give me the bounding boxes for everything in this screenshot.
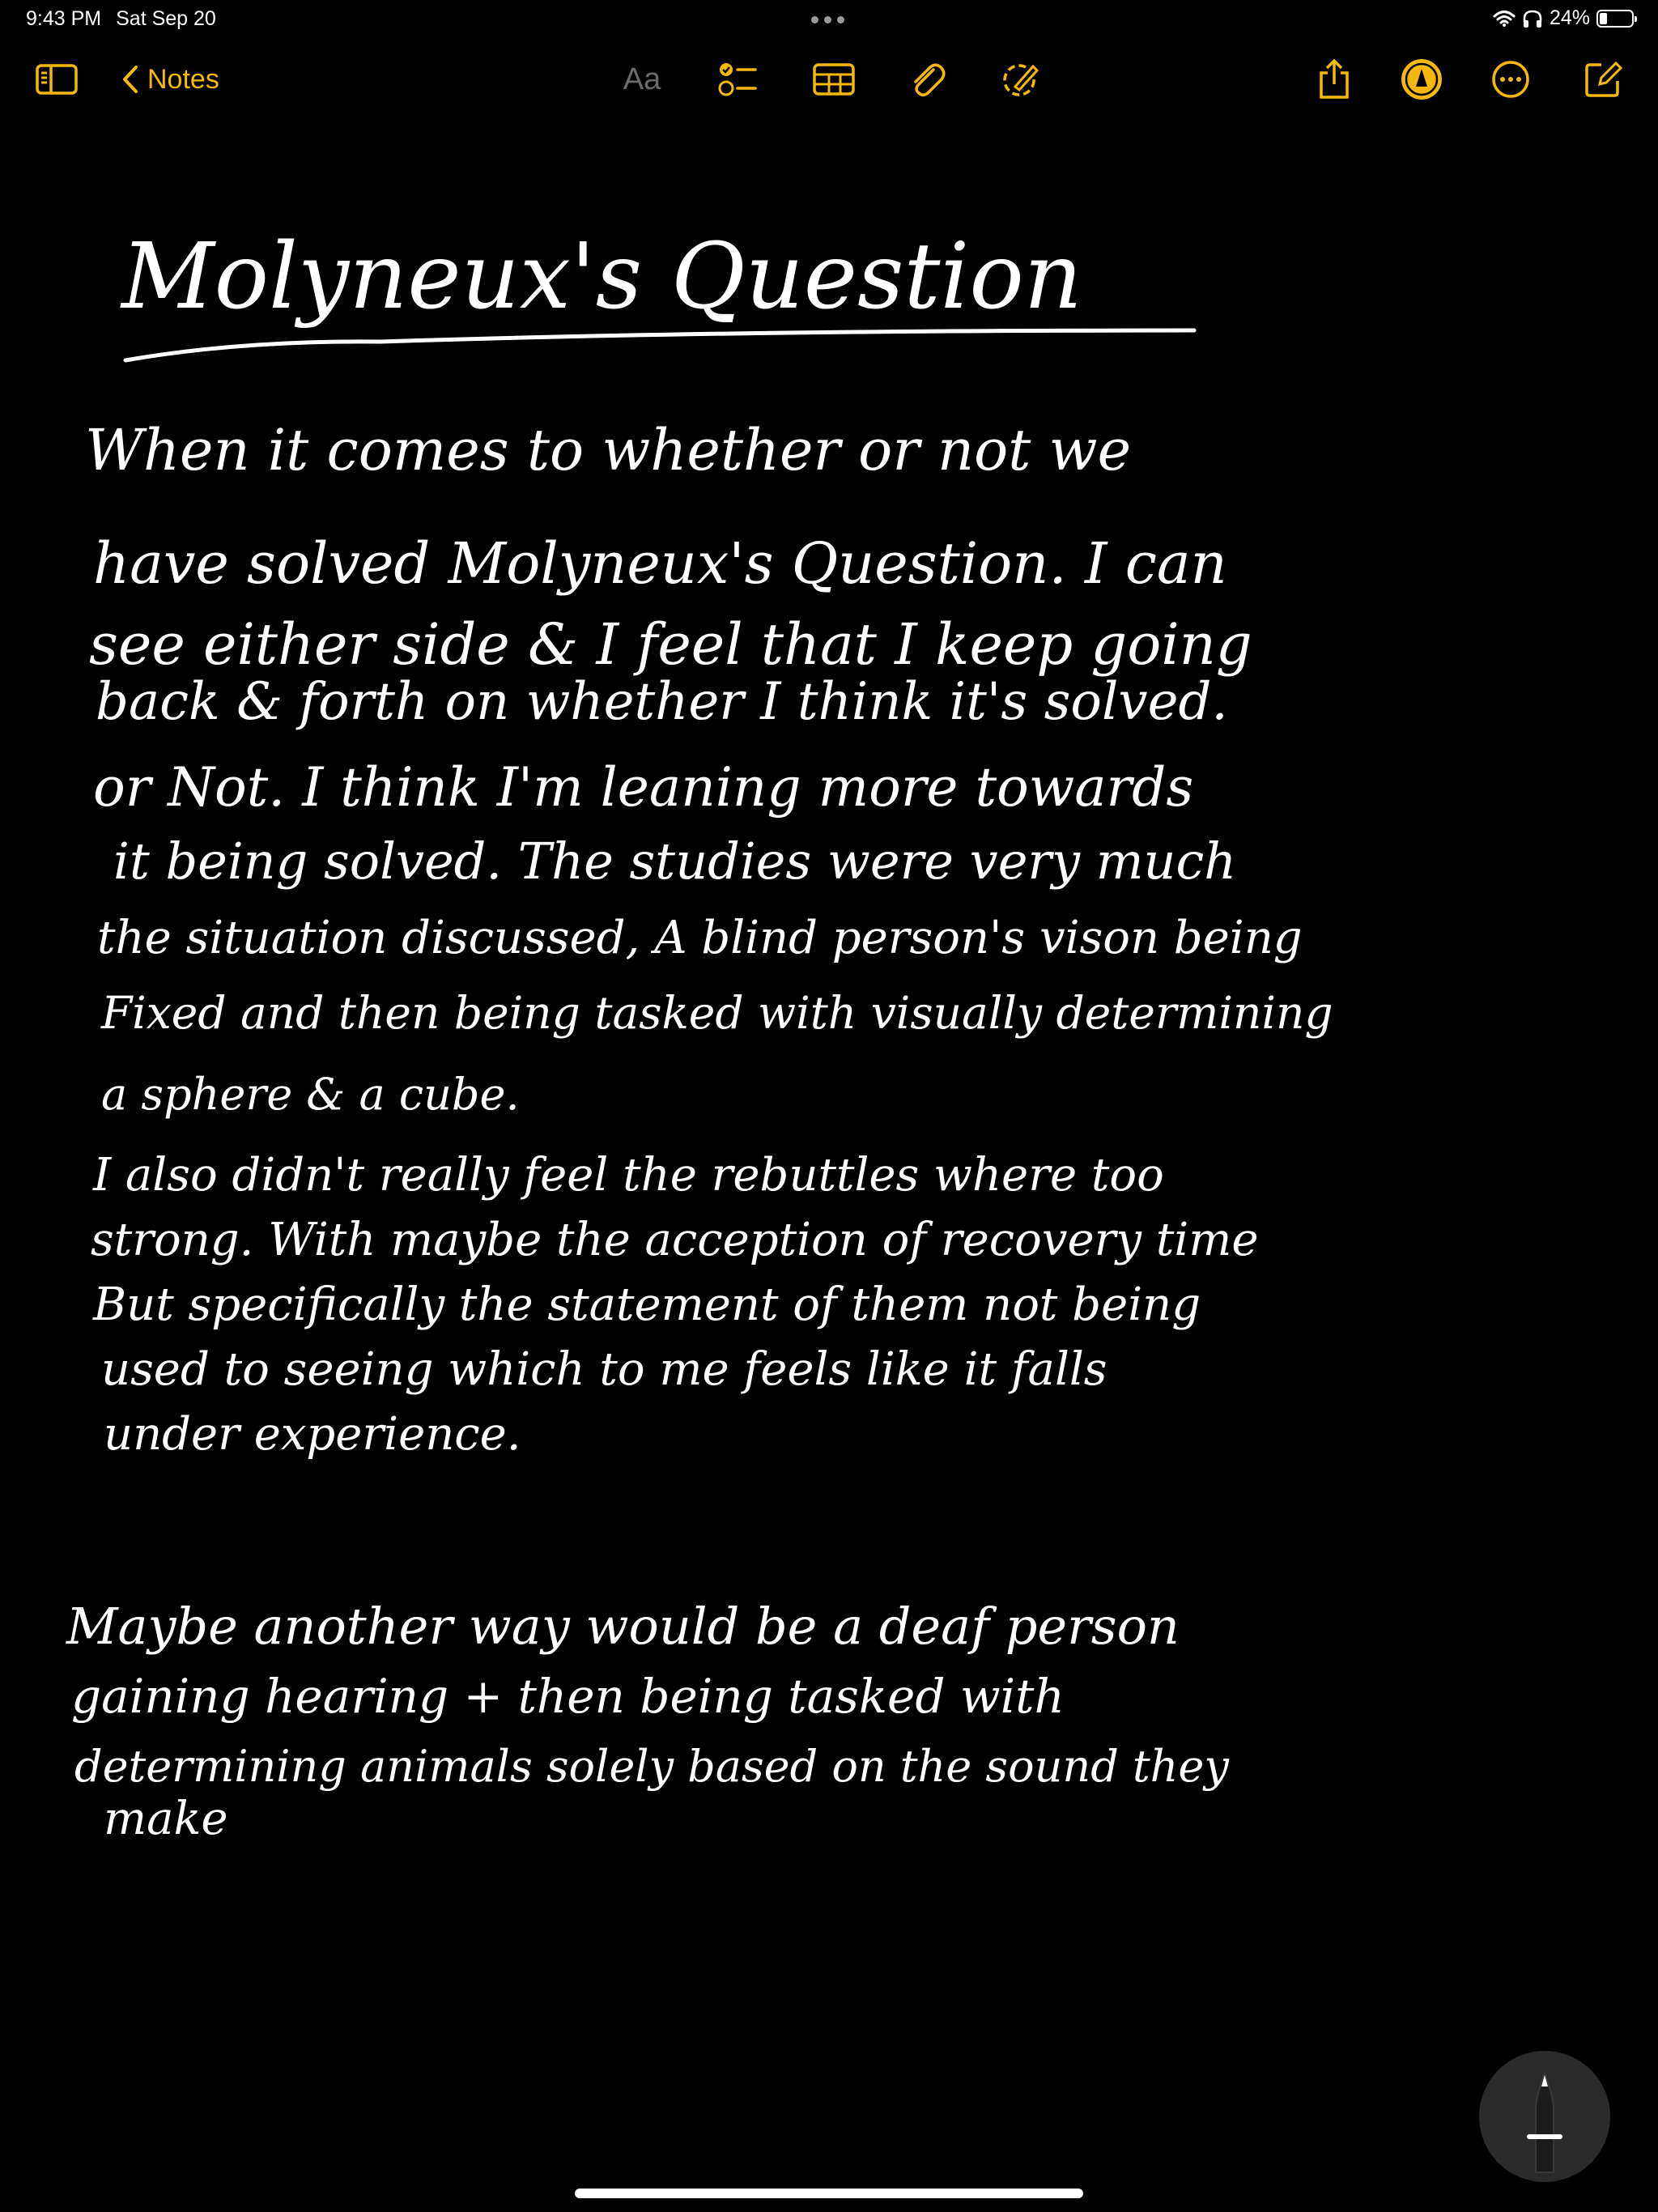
compose-button[interactable] (1579, 49, 1627, 110)
table-icon (812, 62, 856, 96)
share-button[interactable] (1312, 49, 1357, 110)
format-label: Aa (623, 62, 661, 96)
checklist-icon (718, 60, 759, 99)
pencil-icon (1479, 2051, 1610, 2182)
ink-layer (0, 113, 1658, 2186)
note-line-15: Maybe another way would be a deaf person (66, 1597, 1180, 1656)
compose-icon (1584, 60, 1622, 99)
title-underline (125, 330, 1194, 360)
handwriting-canvas[interactable] (0, 113, 1658, 2186)
pen-tools-button[interactable] (1397, 49, 1446, 110)
chevron-left-icon (121, 64, 139, 95)
note-line-1: When it comes to whether or not we (85, 417, 1131, 483)
markup-button[interactable] (994, 49, 1046, 110)
note-line-6: it being solved. The studies were very much (113, 832, 1237, 891)
note-line-10: I also didn't really feel the rebuttles where too (93, 1149, 1164, 1202)
pen-circle-icon (1400, 57, 1443, 101)
headphones-icon (1522, 9, 1543, 28)
back-to-notes-button[interactable] (121, 49, 219, 110)
note-line-2: have solved Molyneux's Question. I can (93, 530, 1227, 597)
note-line-9: a sphere & a cube. (101, 1069, 520, 1120)
status-indicators (1493, 6, 1634, 30)
note-line-18: make (104, 1793, 228, 1845)
status-time: 9:43 PM (26, 7, 102, 30)
notes-toolbar (0, 49, 1658, 110)
note-line-13: used to seeing which to me feels like it falls (101, 1343, 1107, 1396)
battery-percent: 24% (1549, 6, 1590, 29)
pencil-tool-button[interactable] (1479, 2051, 1610, 2182)
back-label: Notes (147, 63, 219, 95)
more-options-button[interactable] (1486, 49, 1535, 110)
status-date: Sat Sep 20 (116, 7, 216, 30)
note-line-5: or Not. I think I'm leaning more towards (93, 756, 1194, 819)
battery-icon (1596, 10, 1634, 28)
sidebar-toggle-button[interactable] (32, 49, 81, 110)
sidebar-icon (35, 63, 79, 96)
wifi-icon (1493, 10, 1516, 28)
note-title: Molyneux's Question (121, 224, 1082, 330)
share-icon (1316, 58, 1352, 100)
note-line-3: see either side & I feel that I keep going (89, 611, 1252, 678)
paperclip-icon (909, 60, 946, 99)
attachment-button[interactable] (905, 49, 950, 110)
note-line-16: gaining hearing + then being tasked with (71, 1669, 1065, 1724)
multitasking-dots[interactable] (811, 16, 844, 23)
more-icon (1491, 60, 1530, 99)
note-line-12: But specifically the statement of them not being (93, 1278, 1201, 1331)
status-bar (0, 0, 1658, 40)
note-line-11: strong. With maybe the acception of recovery time (91, 1214, 1259, 1266)
note-line-4: back & forth on whether I think it's solved. (96, 672, 1228, 732)
note-line-17: determining animals solely based on the sound they (74, 1741, 1229, 1792)
format-button[interactable] (615, 49, 669, 110)
status-time-date (26, 7, 216, 31)
note-line-14: under experience. (104, 1408, 521, 1461)
table-button[interactable] (808, 49, 860, 110)
note-line-8: Fixed and then being tasked with visually determining (101, 987, 1333, 1039)
note-line-7: the situation discussed, A blind person's vison being (97, 912, 1303, 964)
markup-pen-icon (997, 58, 1043, 100)
home-indicator[interactable] (575, 2189, 1083, 2198)
checklist-button[interactable] (714, 49, 763, 110)
